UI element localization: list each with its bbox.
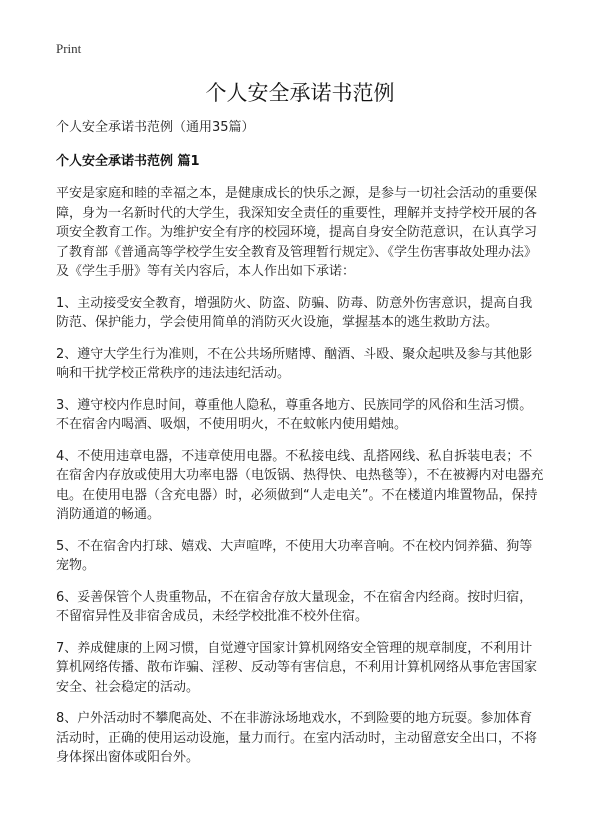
page-title: 个人安全承诺书范例 — [205, 81, 395, 105]
paragraph-item-1: 1、主动接受安全教育，增强防火、防盗、防骗、防毒、防意外伤害意识，提高自我防范、保护能力，学会使用简单的消防灭火设施，掌握基本的逃生救助方法。 — [56, 295, 533, 330]
paragraph-intro: 平安是家庭和睦的幸福之本，是健康成长的快乐之源，是参与一切社会活动的重要保障，身为一名新时代的大学生，我深知安全责任的重要性，理解并支持学校开展的各项安全教育工作。为维护安全有序的校园环境，提高自身安全防范意识，在认真学习了教育部《普通高等学校学生安全教育及管理暂行规定》、《学生伤害事故处理办法》及《学生手册》等有关内容后，本人作出如下承诺： — [56, 186, 538, 279]
paragraph-item-2: 2、遵守大学生行为准则，不在公共场所赌博、酗酒、斗殴、聚众起哄及参与其他影响和干扰学校正常秩序的违法违纪活动。 — [56, 346, 533, 381]
paragraph-item-6: 6、妥善保管个人贵重物品，不在宿舍存放大量现金，不在宿舍内经商。按时归宿，不留宿异性及非宿舍成员，未经学校批准不校外住宿。 — [56, 589, 533, 624]
paragraph-item-8: 8、户外活动时不攀爬高处、不在非游泳场地戏水，不到险要的地方玩耍。参加体育活动时，正确的使用运动设施，量力而行。在室内活动时，主动留意安全出口，不将身体探出窗体或阳台外。 — [56, 711, 538, 765]
section-heading: 个人安全承诺书范例 篇1 — [56, 154, 200, 169]
document-subtitle: 个人安全承诺书范例（通用35篇） — [56, 120, 255, 135]
paragraph-item-3: 3、遵守校内作息时间，尊重他人隐私，尊重各地方、民族同学的风俗和生活习惯。不在宿舍内喝酒、吸烟，不使用明火，不在蚊帐内使用蜡烛。 — [56, 397, 533, 432]
paragraph-item-5: 5、不在宿舍内打球、嬉戏、大声喧哗，不使用大功率音响。不在校内饲养猫、狗等宠物。 — [56, 538, 533, 573]
paragraph-item-7: 7、养成健康的上网习惯，自觉遵守国家计算机网络安全管理的规章制度，不利用计算机网络传播、散布诈骗、淫秽、反动等有害信息，不利用计算机网络从事危害国家安全、社会稳定的活动。 — [56, 640, 538, 695]
print-link[interactable]: Print — [56, 41, 82, 56]
paragraph-item-4: 4、不使用违章电器，不违章使用电器。不私接电线、乱搭网线、私自拆装电表；不在宿舍内存放或使用大功率电器（电饭锅、热得快、电热毯等），不在被褥内对电器充电。在使用电器（含充电器）时，必须做到“人走电关”。不在楼道内堆置物品，保持消防通道的畅通。 — [56, 448, 544, 522]
